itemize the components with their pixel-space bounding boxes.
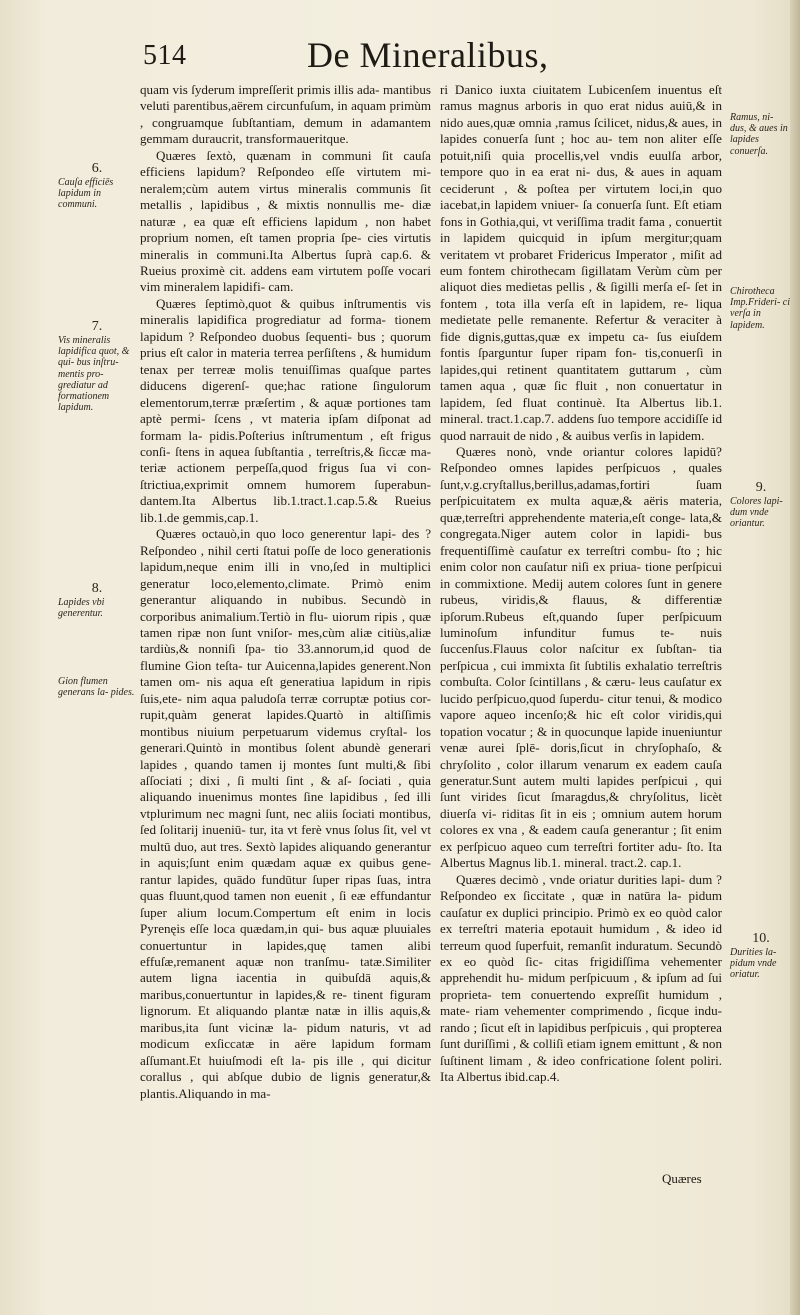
margin-note-number: 9. xyxy=(755,480,767,495)
margin-note-8 xyxy=(58,580,136,619)
margin-note-text: Lapides vbi generentur. xyxy=(58,597,105,620)
margin-note-text: Gion flumen generans la- pides. xyxy=(58,676,135,699)
margin-note-chirotheca xyxy=(730,286,792,331)
margin-note-9 xyxy=(730,479,792,530)
margin-note-number: 6. xyxy=(91,161,103,176)
text-column-left xyxy=(140,82,431,1102)
margin-note-ramus xyxy=(730,112,792,157)
margin-note-text: Chirotheca Imp.Frideri- ci verſa in lapidem. xyxy=(730,286,790,331)
text-column-right xyxy=(440,82,722,1086)
paragraph: quam vis ſyderum impreſſerit primis illis ada- mantibus veluti parentibus,aërem circunfuſum, in aquam primùm , congruamque ſubſtantiam, demum in adamantem gemmam duraucrit, transformaueritque. xyxy=(140,82,431,147)
margin-note-number: 10. xyxy=(752,931,770,946)
margin-note-number: 7. xyxy=(91,319,103,334)
paragraph: Quæres nonò, vnde oriantur colores lapidū? Reſpondeo omnes lapides perſpicuos , quales ſunt,v.g.cryſtallus,berillus,adamas,fortiri ſuam perſpicuitatem ex multa aquæ,& aëris materia, quæ,terreſtri apprehendente materia,eſt conge- lata,& congregata.Niger autem color in lapidi- bus frequentiſſimè cauſatur ex terreſtri combu- ſto ; hic enim color non cauſatur niſi ex priua- tione perſpicui in commixtione. Medij autem colores ſunt in genere rubeus, viridis,& flauus, & differentiæ ipſorum.Rubeus eſt,quando ſuper perſpicuum luminoſum infunditur fumus te- nuis ſuccenſus.Flauus color naſcitur ex ſubſtan- tia perſpicua , cui immixta ſit ſubtilis exhalatio terreſtris combuſta. Color ſcintillans , & cæru- leus cauſatur ex lucido perſpicuo,quod ſuperdu- citur tenui, & modico vapore aqueo incenſo;& hic eſt color viridis,qui topation vocatur ; & in quocunque lapide inueniuntur venæ aurei ſplē- doris,ſicut in chryſophaſo, & chryſolito , color illarum venarum ex eadem cauſa generatur.Sunt autem multi lapides perſpicui , qui ſunt virides ſicut ſmaragdus,& chryſolitus, licèt diuerſa vi- riditas ſit in eis ; omnium autem horum colores ex vna , & eadem cauſa generantur ; ſit enim ex perſpicuo aqueo cum terreſtri fortiter adu- ſto. Ita Albertus Magnus lib.1. mineral. tract.2. cap.1. xyxy=(440,443,722,871)
margin-note-text: Ramus, ni- dus, & aues in lapides conuerſa. xyxy=(730,112,788,157)
paragraph: Quæres octauò,in quo loco generentur lapi- des ? Reſpondeo , nihil certi ſtatui poſſe de loco generationis lapidum,neque enim illi in vno,ſed in multiplici generatur loco,elemento,climate. Primò enim generantur aliquando in nubibus. Secundò in corporibus animalium.Tertiò in flu- uiorum ripis , quæ tamen ripæ non ſunt vniſor- mes,cùm aliæ citiùs,aliæ tardiùs,& nonniſi ſpa- tio 33.annorum,id quod de flumine Gion teſta- tur Auicenna,lapides generent.Non tamen om- nis aqua eſt generatiua lapidum in ripis ſuis,ete- nim aqua paludoſa terræ corruptæ potius cor- rupit,quàm generat lapides.Quartò in altiſſimis montibus niuium perpetuarum videmus cryſtal- los generari.Quintò in montibus ſolent abundè generari lapides , quando tamen ij montes ſunt multi,& ſibi aſſociati ; dixi , ſi multi ſint , & aſ- ſociati , quia aliquando inuenimus montes ſine lapidibus , ſed illi vtplurimum nec magni ſunt, nec aliis ſociati montibus, ſed ſolitarij inueniū- tur, ita vt ferè vnus ſolus ſit, vel vt multū duo, aut tres. Sextò lapides aliquando generantur in aquis;ſunt enim quædam aquæ ex quibus gene- rantur lapides, quādo fundūtur ſuper ripas ſuas, intra quas fluunt,quod tamen non euenit , ſi eæ effundantur ſuper alium locum.Compertum eſt enim in locis Pyrenęis eſſe loca quædam,in qui- bus aquæ pluuiales conuertuntur in lapides,quę tamen alibi effuſæ,remanent aquæ non tranſmu- tatæ.Similiter autem ligna iacentia in quibuſdā aquis,& maribus,conuertuntur in lapides,& re- tinent figuram lignorum. Et aliquando plantæ natæ in illis aquis,& maribus,ita ſunt vicinæ la- pidum naturis, vt ad modicum exſiccatæ in aëre lapidum formam aſſumant.Et huiuſmodi eſt la- pis ille , qui dicitur corallus , qui abſque dubio de lignis generatur,& plantis.Aliquando in ma- xyxy=(140,526,431,1101)
margin-note-text: Colores lapi- dum vnde oriantur. xyxy=(730,496,783,530)
margin-note-text: Cauſa efficiēs lapidum in communi. xyxy=(58,177,114,211)
margin-note-text: Vis mineralis lapidifica quot, & qui- bus inſtru- mentis pro- grediatur ad formationem lapidum. xyxy=(58,335,130,414)
margin-note-gion xyxy=(58,676,136,698)
paragraph: Quæres decimò , vnde oriatur durities lapi- dum ? Reſpondeo ex ſiccitate , quæ in natūra la- pidum cauſatur ex duplici principio. Primò ex eo quòd calor ex terreſtri materia epotauit humidum , & ideo id terreum quod ſuperfuit, remanſit induratum. Secundò ex eo quòd ſic- citas frigidiſſima vehementer apprehendit hu- midum perſpicuum , & ipſum ad ſui proprieta- tem conuertendo expreſſit humidum , mate- riam vehementer comprimendo , ſicque indu- rando ; ſicut eſt in lapidibus perſpicuis , qui propterea ſunt duriſſimi , & colliſi etiam ignem emittunt , & non ſuſtinent limam , & ideo confricatione ſolent poliri. Ita Albertus ibid.cap.4. xyxy=(440,871,722,1085)
page-binding-edge xyxy=(790,0,800,1315)
margin-note-number: 8. xyxy=(91,581,103,596)
paragraph: Quæres ſeptimò,quot & quibus inſtrumentis vis mineralis lapidifica progrediatur ad forma- tionem lapidum ? Reſpondeo duobus ſequenti- bus ; quorum prius eſt calor in materia terrea perſiſtens , & humidum tenax per terreæ molis tenuiſſimas quaſque partes diducens digerenſ- que;hac ratione ſingulorum elementorum,terræ præſertim , & aquæ portiones tam aptè permi- ſcens , vt materia ipſam diſponat ad formam la- pidis.Poſterius inſtrumentum , eſt frigus conſi- ſtens in aquea ſubſtantia , terreſtris,& ſiccæ ma- teriæ actionem perpeſſa,quod frigus ſua vi con- ſtrictiua,exprimit omnem humorem ſuperabun- dantem.Ita Albertus lib.1.tract.1.cap.5.& Rueius lib.1.de gemmis,cap.1. xyxy=(140,295,431,525)
margin-note-6 xyxy=(58,160,136,211)
margin-note-10 xyxy=(730,930,792,981)
running-title: De Mineralibus, xyxy=(307,35,549,75)
paragraph: ri Danico iuxta ciuitatem Lubicenſem inuentus eſt ramus magnus arboris in quo erat nidus auiū,& in nido aues,quæ omnia ,ramus ſcilicet, nidus,& aues, in lapides conuerſa ſunt ; hoc au- tem non aliter eſſe potuit,niſi quia procellis,vel vndis euulſa arbor, tempore quo in ea erat ni- dus, & aues in aquam ceciderunt , & poſtea per virtutem loci,in quo iacebat,in lapidem vniuer- ſa conuerſa ſunt. Eſt etiam fons in Gothia,qui, vt veriſſima tradit fama , conuertit in lapidem quicquid in ipſum mergitur;quam veritatem vt probaret Fridericus Imperator , miſit ad eum fontem chirothecam ſigillatam Verùm cùm per aliquot dies medietas pellis , & ſigilli merſa eſ- ſet in fontem , tota illa verſa eſt in lapidem, re- liqua medietate pelle remanente. Refertur & veraciter à fide dignis,guttas,quæ ex impetu ca- ſus eiuſdem fontis ſparguntur ſuper ripam fon- tis,conuerſi in lapides,qui retinent quantitatem guttarum , cùm tamen aqua , quæ ſic fluit , non conuertatur in lapidem, ſed fluat continuè. Ita Albertus lib.1. mineral. tract.1.cap.7. addens ſuo tempore accidiſſe id quod narrauit de nido , & auibus verſis in lapidem. xyxy=(440,82,722,443)
catchword: Quæres xyxy=(662,1171,702,1186)
paragraph: Quæres ſextò, quænam in communi ſit cauſa efficiens lapidum? Reſpondeo eſſe virtutem mi- neralem;cùm autem virtus mineralis communis ſit metallis , lapidibus , & mixtis nonnullis me- diæ naturæ , ea quæ eſt efficiens lapidum , non habet proprium nomen, eſt tamen propria ſpe- cies virtutis mineralis in communi.Ita Albertus ſuprà cap.6. & Rueius proximè cit. addens eam virtutem poſſe vocari vim mineralem lapidifi- cam. xyxy=(140,147,431,295)
margin-note-7 xyxy=(58,318,136,413)
margin-note-text: Durities la- pidum vnde oriatur. xyxy=(730,947,777,981)
page-number: 514 xyxy=(143,40,187,71)
